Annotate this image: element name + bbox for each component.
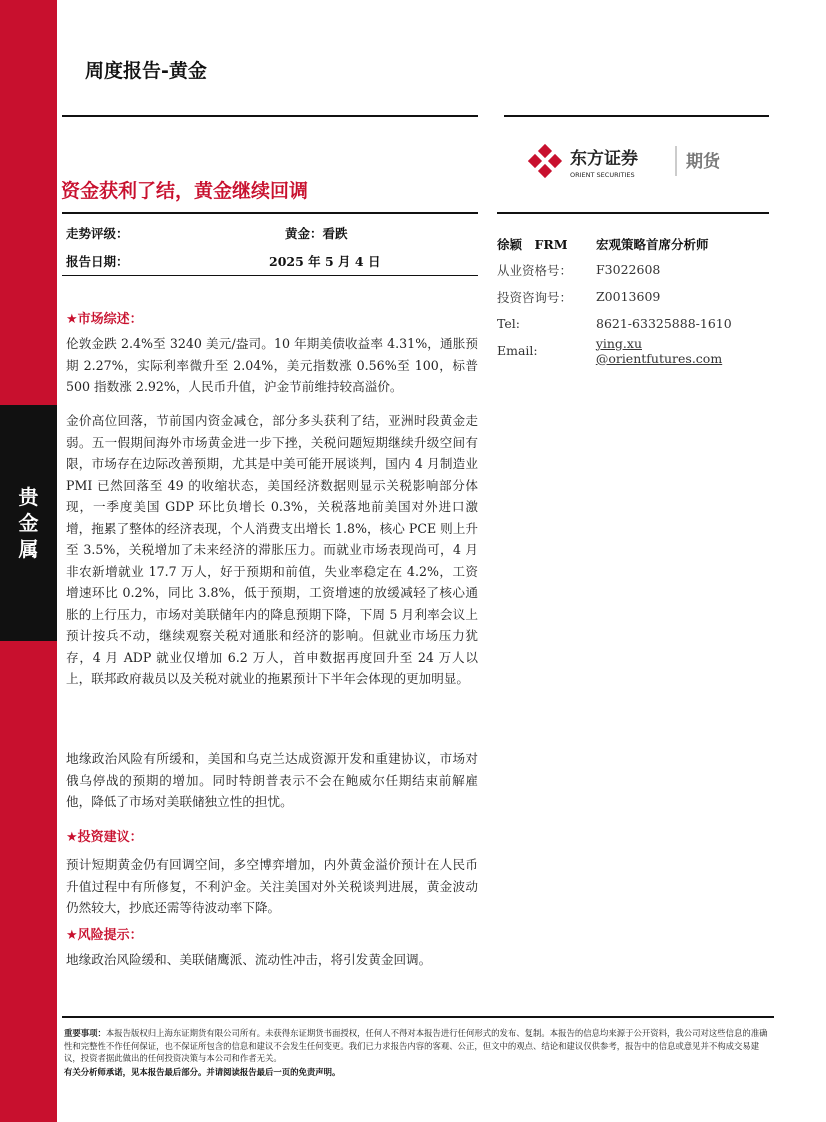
category-tab	[0, 405, 57, 641]
report-title: 资金获利了结，黄金继续回调	[61, 180, 309, 202]
analyst-header	[497, 232, 772, 256]
category-char: 属	[18, 537, 39, 561]
date-value: 2025 年 5 月 4 日	[269, 254, 381, 269]
category-char: 贵	[18, 485, 39, 509]
logo-division: 期货	[686, 152, 720, 172]
analyst-row	[497, 310, 772, 337]
orient-securities-logo	[528, 140, 738, 182]
orient-securities-logo-icon	[528, 144, 562, 178]
meta-divider	[62, 275, 478, 276]
analyst-row-label: Tel:	[497, 316, 520, 331]
title-divider-right	[497, 212, 769, 214]
analyst-row	[497, 337, 772, 364]
disclaimer-text: 本报告版权归上海东证期货有限公司所有。未获得东证期货书面授权，任何人不得对本报告进行任何形式的发布、复制。本报告的信息均来源于公开资料，我公司对这些信息的准确性和完整性不作任何保证，也不保证所包含的信息和建议不会发生任何变更。我们已力求报告内容的客观、公正，但文中的观点、结论和建议仅供参考，报告中的信息或意见并不构成交易建议，投资者据此做出的任何投资决策与本公司和作者无关。	[64, 1028, 768, 1063]
analyst-row-label: 从业资格号：	[497, 262, 573, 278]
category-char: 金	[18, 511, 39, 535]
header-divider-left	[62, 115, 478, 117]
analyst-row-label: 投资咨询号：	[497, 289, 573, 305]
analyst-panel	[497, 232, 772, 364]
advice-heading: ★投资建议：	[66, 830, 143, 845]
analyst-email-link[interactable]: ying.xu @orientfutures.com	[595, 335, 723, 366]
market-paragraph: 金价高位回落，节前国内资金减仓，部分多头获利了结，亚洲时段黄金走弱。五一假期间海外市场黄金进一步下挫，关税问题短期继续升级空间有限，市场存在边际改善预期，尤其是中美可能开展谈判，国内 4 月制造业 PMI 已然回落至 49 的收缩状态，美国经济数据则显示关税影响部分体现，一季度美国 GDP 环比负增长 0.3%，关税落地前美国对外进口激增，拖累了整体的经济表现，个人消费支出增长 1.8%，核心 PCE 则上升至 3.5%，关税增加了未来经济的滞胀压力。而就业市场表现尚可，4 月非农新增就业 17.7 万人，好于预期和前值，失业率稳定在 4.2%，工资增速环比 0.2%，同比 3.8%，低于预期，工资增速的放缓减轻了核心通胀的上行压力，市场对美联储年内的降息预期下降，下周 5 月利率会议上预计按兵不动，继续观察关税对通胀和经济的影响。但就业市场压力犹存，4 月 ADP 就业仅增加 6.2 万人，首申数据再度回升至 24 万人以上，联邦政府裁员以及关税对就业的拖累预计下半年会体现的更加明显。	[66, 413, 478, 686]
market-paragraph: 地缘政治风险有所缓和，美国和乌克兰达成资源开发和重建协议，市场对俄乌停战的预期的增加。同时特朗普表示不会在鲍威尔任期结束前解雇他，降低了市场对美联储独立性的担忧。	[66, 751, 478, 809]
market-paragraph: 伦敦金跌 2.4%至 3240 美元/盎司。10 年期美债收益率 4.31%，通胀预期 2.27%，实际利率微升至 2.04%，美元指数涨 0.56%至 100，标普 500 指数涨 2.92%，人民币升值，沪金节前维持较高溢价。	[66, 336, 478, 394]
analyst-row-value: Z0013609	[596, 289, 661, 304]
analyst-row-label: Email:	[497, 343, 538, 358]
market-heading: ★市场综述：	[66, 312, 143, 327]
analyst-name: 徐颖 FRM	[497, 237, 568, 252]
logo-company-en: ORIENT SECURITIES	[570, 171, 635, 179]
risk-heading: ★风险提示：	[66, 928, 143, 943]
trend-label: 走势评级：	[66, 226, 129, 241]
disclaimer-label: 重要事项：	[64, 1028, 106, 1038]
footer-divider	[62, 1016, 774, 1018]
analyst-row	[497, 256, 772, 283]
title-divider-left	[62, 212, 478, 214]
disclaimer	[64, 1027, 774, 1065]
risk-paragraph: 地缘政治风险缓和、美联储鹰派、流动性冲击，将引发黄金回调。	[66, 952, 432, 967]
report-type: 周度报告-黄金	[85, 60, 207, 82]
advice-paragraph: 预计短期黄金仍有回调空间，多空博弈增加，内外黄金溢价预计在人民币升值过程中有所修复，不利沪金。关注美国对外关税谈判进展，黄金波动仍然较大，抄底还需等待波动率下降。	[66, 857, 478, 915]
analyst-commitment-note: 有关分析师承诺，见本报告最后部分。并请阅读报告最后一页的免责声明。	[64, 1067, 341, 1077]
date-label: 报告日期：	[66, 254, 129, 269]
analyst-row	[497, 283, 772, 310]
header-divider-right	[504, 115, 769, 117]
analyst-row-value: 8621-63325888-1610	[596, 316, 732, 331]
logo-company-cn: 东方证券	[570, 149, 638, 169]
trend-value: 黄金：看跌	[285, 226, 348, 241]
analyst-role: 宏观策略首席分析师	[596, 237, 709, 252]
analyst-row-value: F3022608	[596, 262, 661, 277]
